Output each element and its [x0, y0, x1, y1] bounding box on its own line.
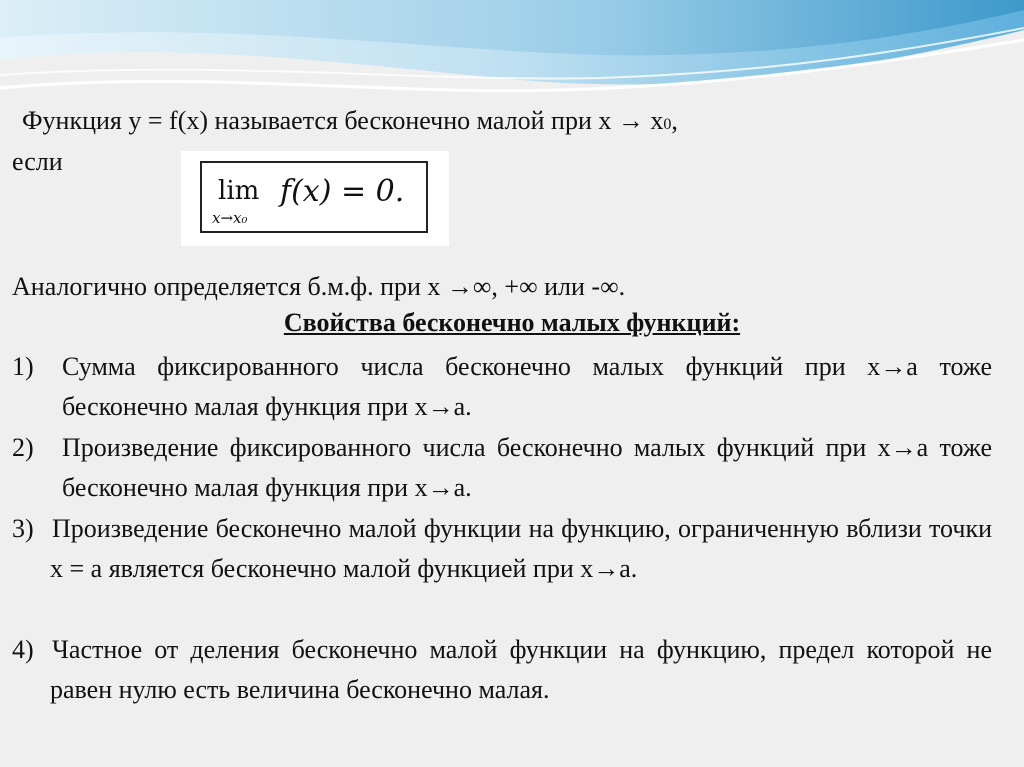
properties-heading: Свойства бесконечно малых функций:: [283, 308, 741, 337]
analog-definition: Аналогично определяется б.м.ф. при x →∞, +∞ или -∞.: [12, 272, 626, 301]
property-number: 4): [12, 635, 34, 664]
property-text: Сумма фиксированного числа бесконечно малых функций при x→a тоже бесконечно малая функция при x→a.: [62, 352, 992, 421]
intro-definition-text: Функция y = f(x) называется бесконечно малой при x → x: [22, 106, 664, 135]
formula-lim: lim: [218, 176, 260, 206]
property-text: Произведение фиксированного числа бесконечно малых функций при x→a тоже бесконечно малая функция при x→a.: [62, 433, 992, 502]
intro-definition: [22, 105, 678, 141]
property-number: 2): [12, 433, 34, 462]
intro-definition-comma: ,: [671, 106, 678, 135]
formula-limit-subscript: x→x₀: [212, 209, 248, 227]
limit-formula-image: [181, 151, 449, 246]
formula-expression: f(x) = 0.: [280, 174, 405, 209]
property-text: Частное от деления бесконечно малой функции на функцию, предел которой не равен нулю есть величина бесконечно малая.: [50, 635, 992, 704]
x0-subscript: 0: [663, 116, 672, 133]
property-number: 1): [12, 352, 34, 381]
property-number: 3): [12, 514, 34, 543]
limit-formula-frame: [200, 161, 428, 233]
property-text: Произведение бесконечно малой функции на функцию, ограниченную вблизи точки x = a является бесконечно малой функцией при x→a.: [50, 514, 992, 583]
intro-condition-word: если: [12, 147, 63, 176]
header-wave-decoration: [0, 0, 1024, 110]
